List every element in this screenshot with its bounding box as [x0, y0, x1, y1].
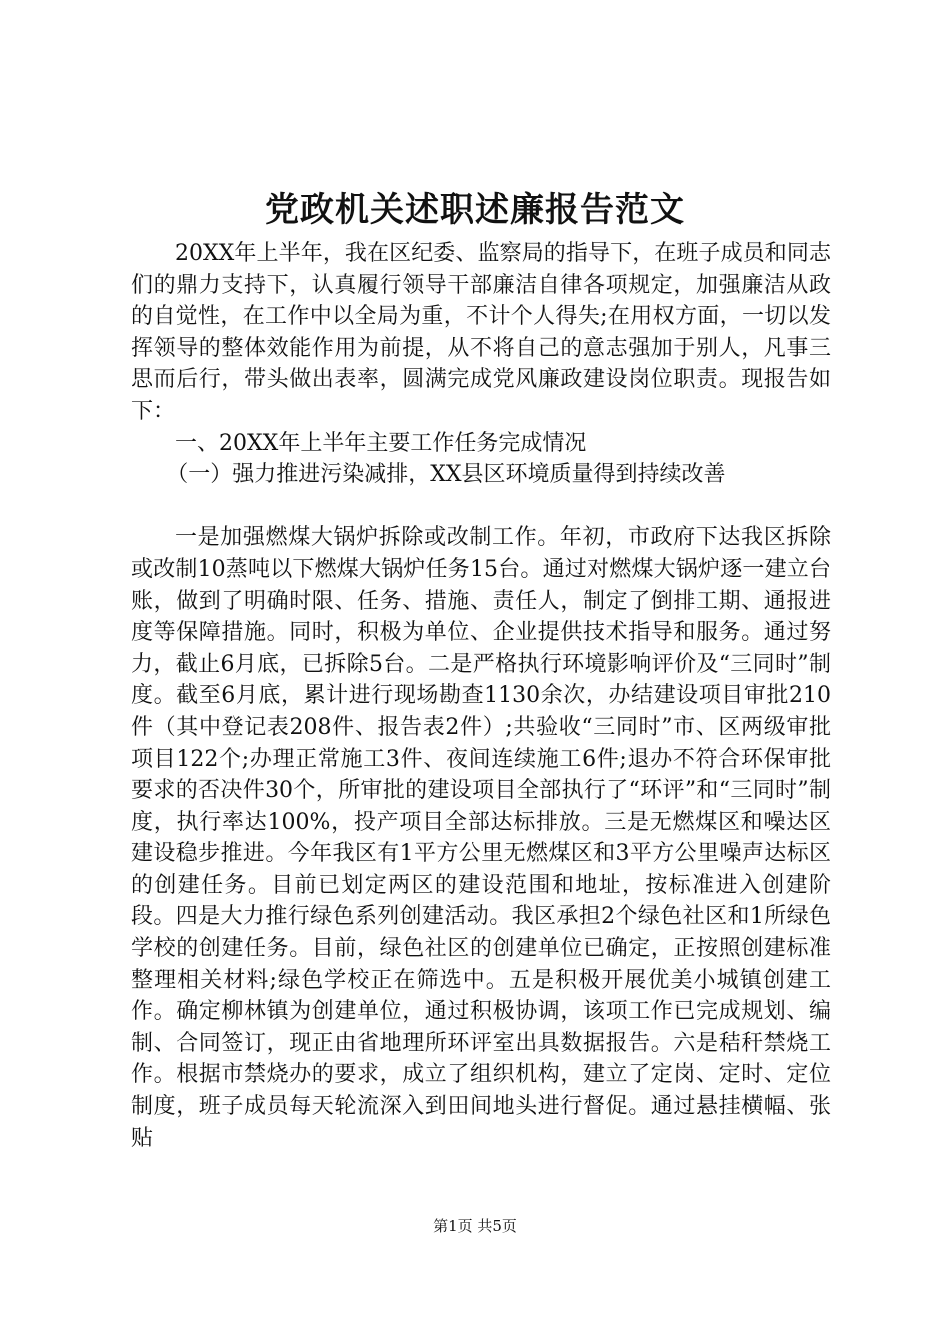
intro-paragraph: 20XX年上半年，我在区纪委、监察局的指导下，在班子成员和同志们的鼎力支持下，认真履行领导干部廉洁自律各项规定，加强廉洁从政的自觉性，在工作中以全局为重，不计个人得失;在用权方面，一切以发挥领导的整体效能作用为前提，从不将自己的意志强加于别人，凡事三思而后行，带头做出表率，圆满完成党风廉政建设岗位职责。现报告如下：: [131, 241, 831, 424]
subsection-heading: （一）强力推进污染减排，XX县区环境质量得到持续改善: [166, 462, 726, 488]
section-heading: 一、20XX年上半年主要工作任务完成情况: [175, 430, 587, 456]
work-report-paragraph: 一是加强燃煤大锅炉拆除或改制工作。年初，市政府下达我区拆除或改制10蒸吨以下燃煤大锅炉任务15台。通过对燃煤大锅炉逐一建立台账，做到了明确时限、任务、措施、责任人，制定了倒排工期、通报进度等保障措施。同时，积极为单位、企业提供技术指导和服务。通过努力，截止6月底，已拆除5台。二是严格执行环境影响评价及“三同时”制度。截至6月底，累计进行现场勘查1130余次，办结建设项目审批210件（其中登记表208件、报告表2件）;共验收“三同时”市、区两级审批项目122个;办理正常施工3件、夜间连续施工6件;退办不符合环保审批要求的否决件30个，所审批的建设项目全部执行了“环评”和“三同时”制度，执行率达100%，投产项目全部达标排放。三是无燃煤区和噪达区建设稳步推进。今年我区有1平方公里无燃煤区和3平方公里噪声达标区的创建任务。目前已划定两区的建设范围和地址，按标准进入创建阶段。四是大力推行绿色系列创建活动。我区承担2个绿色社区和1所绿色学校的创建任务。目前，绿色社区的创建单位已确定，正按照创建标准整理相关材料;绿色学校正在筛选中。五是积极开展优美小城镇创建工作。确定柳林镇为创建单位，通过积极协调，该项工作已完成规划、编制、合同签订，现正由省地理所环评室出具数据报告。六是秸秆禁烧工作。根据市禁烧办的要求，成立了组织机构，建立了定岗、定时、定位制度，班子成员每天轮流深入到田间地头进行督促。通过悬挂横幅、张贴: [131, 525, 831, 1151]
document-body: [131, 238, 831, 1154]
document-title: 党政机关述职述廉报告范文: [265, 190, 685, 230]
page-number-footer: 第1页 共5页: [433, 1217, 517, 1235]
